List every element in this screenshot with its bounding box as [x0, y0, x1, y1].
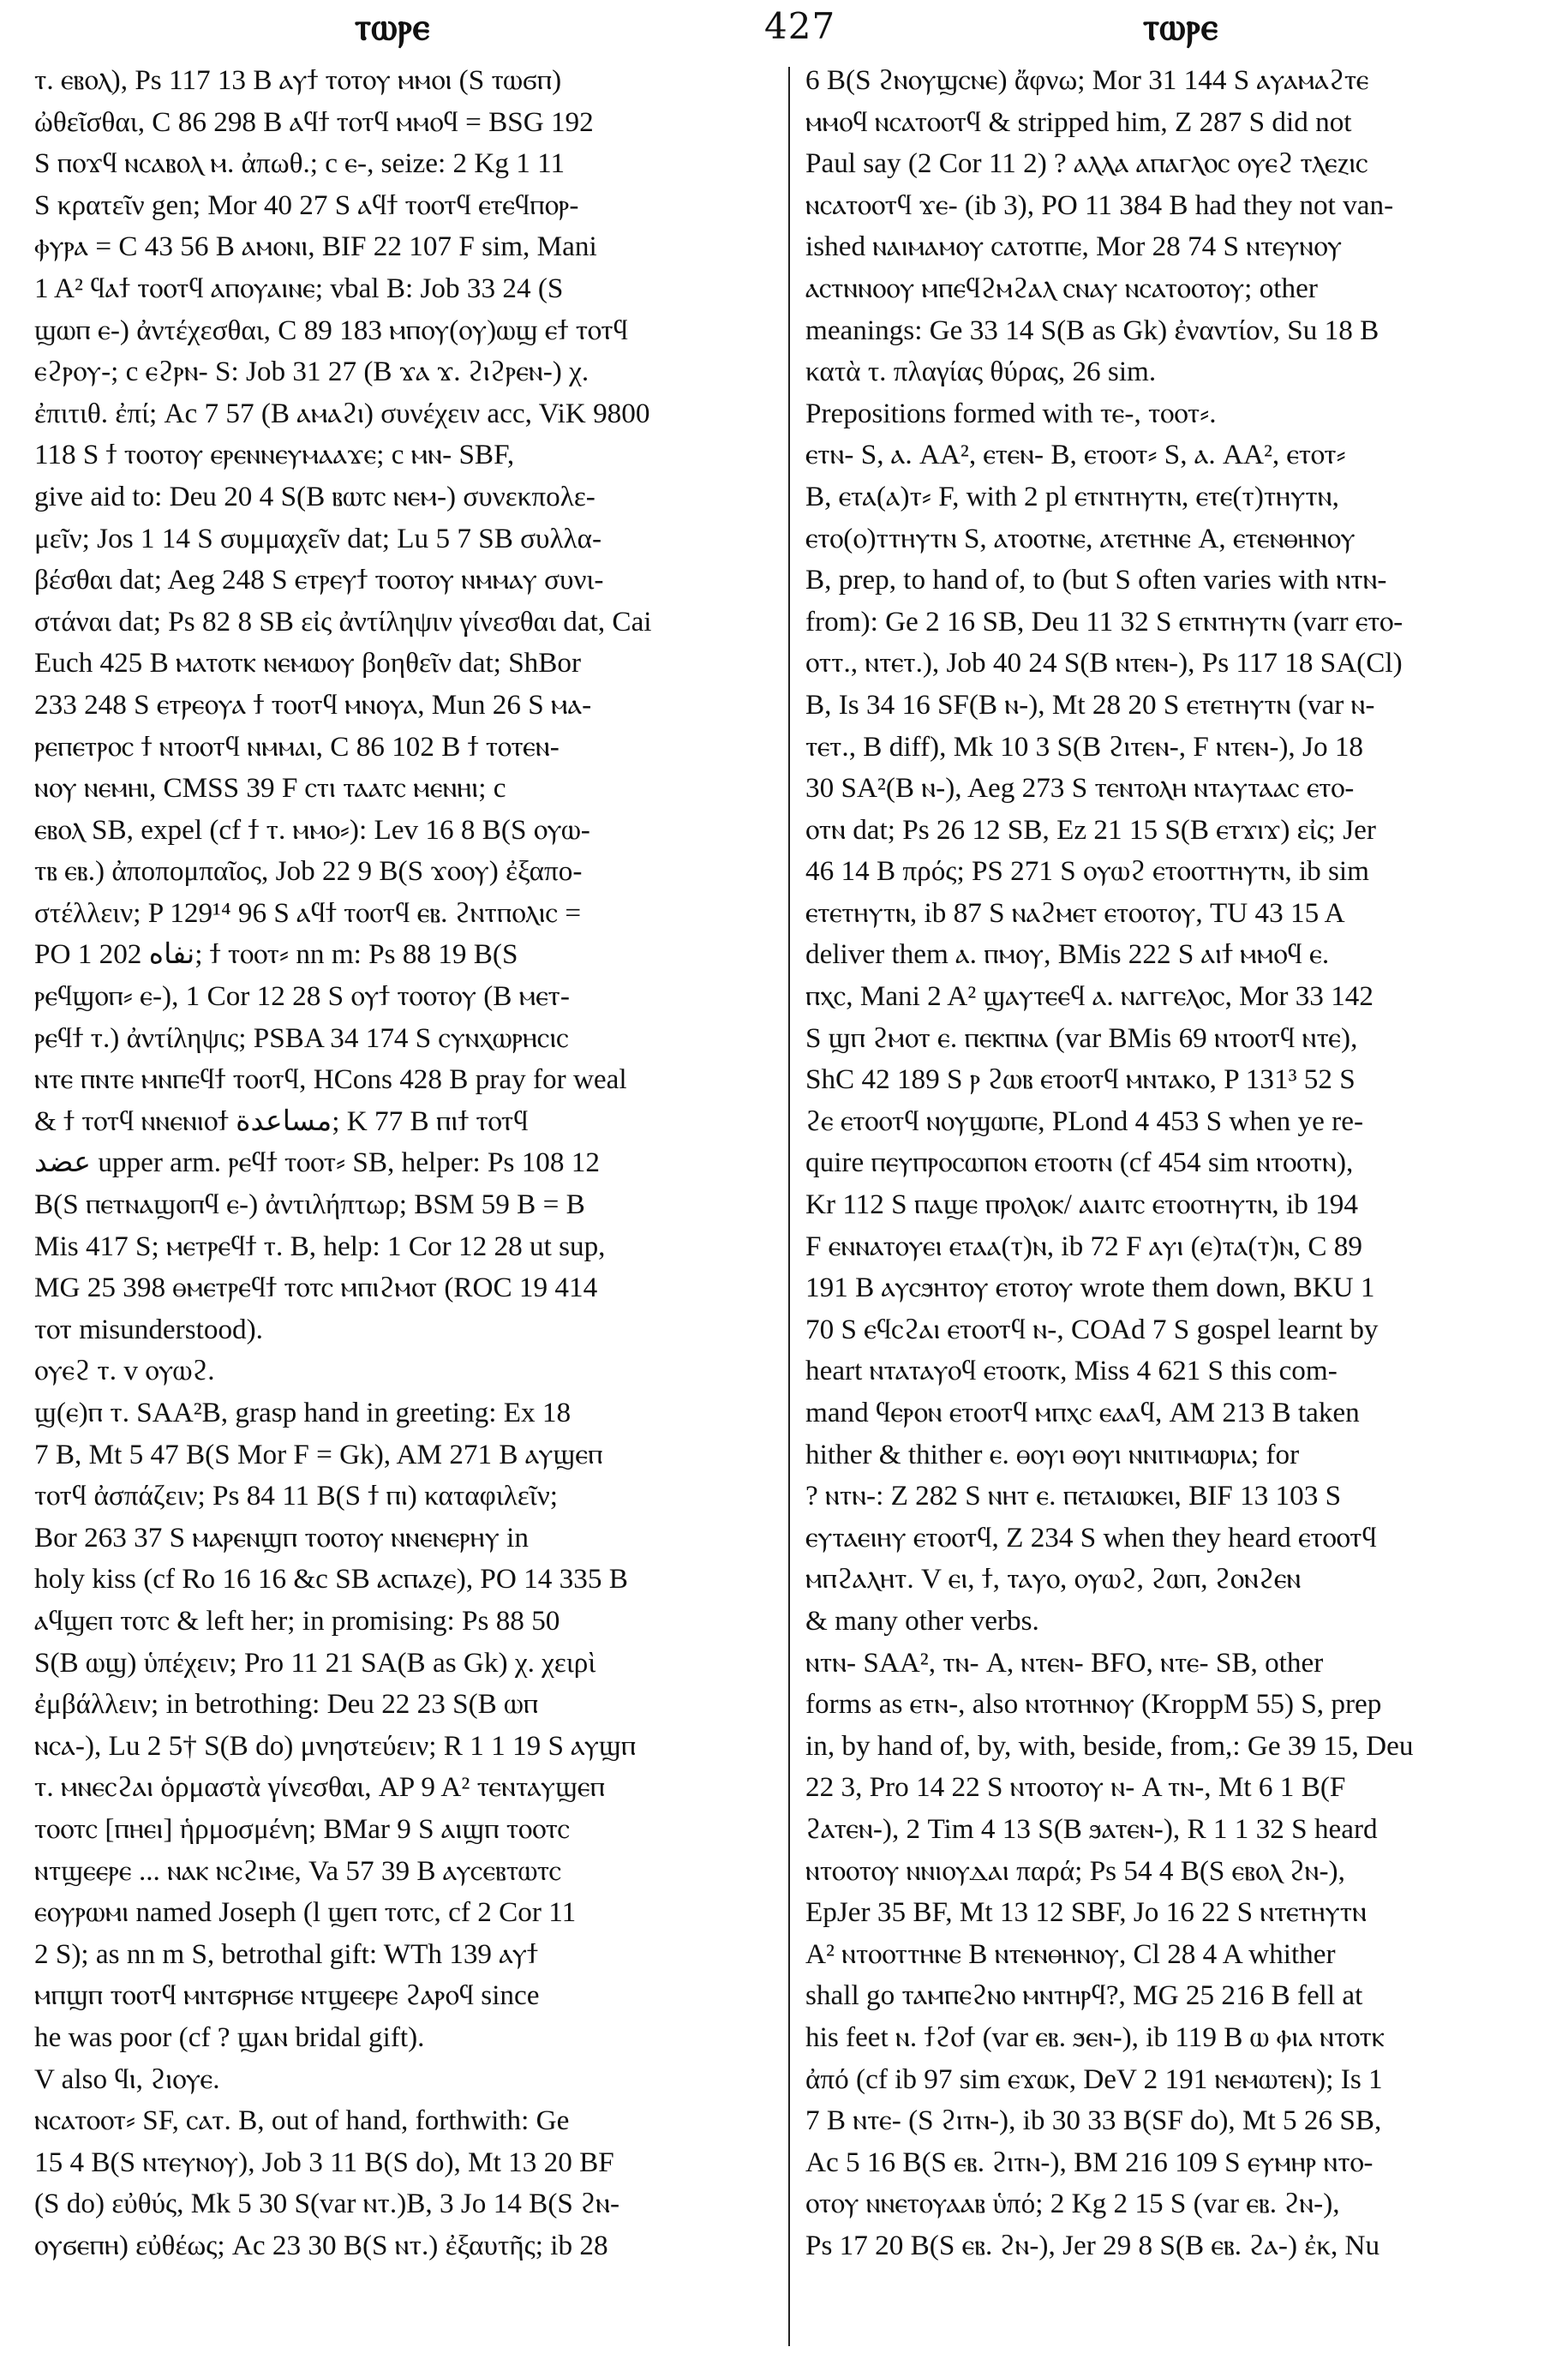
entry-line: EpJer 35 BF, Mt 13 12 SBF, Jo 16 22 S ⲛⲧⲉⲧⲏⲩⲧⲛ — [805, 1896, 1367, 1929]
entry-line: he was poor (cf ? ϣⲁⲛ bridal gift). — [34, 2021, 425, 2053]
running-head-right: ⲧⲱⲣⲉ — [1143, 5, 1219, 49]
entry-line: κατὰ τ. πλαγίας θύρας, 26 sim. — [805, 356, 1157, 388]
entry-line: ⲧ. ⲉⲃⲟⲗ), Ps 117 13 B ⲁⲩϯ ⲧⲟⲧⲟⲩ ⲙⲙⲟⲓ (S ⲧⲱϭⲡ) — [34, 64, 562, 96]
entry-line: ϩⲉ ⲉⲧⲟⲟⲧϥ ⲛⲟⲩϣⲱⲡⲉ, PLond 4 453 S when ye re- — [805, 1105, 1363, 1137]
entry-line: V also ϥⲓ, ϩⲓⲟⲩⲉ. — [34, 2063, 220, 2095]
entry-line: ϩⲁⲧⲉⲛ-), 2 Tim 4 13 S(B ϧⲁⲧⲉⲛ-), R 1 1 32 S heard — [805, 1812, 1378, 1845]
entry-line: Ac 5 16 B(S ⲉⲃ. ϩⲓⲧⲛ-), BM 216 109 S ⲉⲩⲙⲏⲣ ⲛⲧⲟ- — [805, 2146, 1373, 2178]
entry-line: 1 A² ϥⲁϯ ⲧⲟⲟⲧϥ ⲁⲡⲟⲩⲁⲓⲛⲉ; vbal B: Job 33 24 (S — [34, 272, 564, 304]
entry-line: 30 SA²(B ⲛ-), Aeg 273 S ⲧⲉⲛⲧⲟⲗⲏ ⲛⲧⲁⲩⲧⲁⲁⲥ ⲉⲧⲟ- — [805, 772, 1355, 805]
entry-line: from): Ge 2 16 SB, Deu 11 32 S ⲉⲧⲛⲧⲏⲩⲧⲛ (varr ⲉⲧⲟ- — [805, 605, 1403, 638]
entry-line: μεῖν; Jos 1 14 S συμμαχεῖν dat; Lu 5 7 SB συλλα- — [34, 522, 602, 554]
entry-line: ⲟⲩⲉϩ ⲧ. v ⲟⲩⲱϩ. — [34, 1355, 215, 1387]
entry-line: ⲉⲧⲉⲧⲏⲩⲧⲛ, ib 87 S ⲛⲁϩⲙⲉⲧ ⲉⲧⲟⲟⲧⲟⲩ, TU 43 15 A — [805, 896, 1345, 929]
entry-line: 7 B ⲛⲧⲉ- (S ϩⲓⲧⲛ-), ib 30 33 B(SF do), Mt 5 26 SB, — [805, 2105, 1382, 2137]
entry-line: 46 14 B πρός; PS 271 S ⲟⲩⲱϩ ⲉⲧⲟⲟⲧⲧⲏⲩⲧⲛ, ib sim — [805, 855, 1369, 888]
entry-line: ⲉⲩⲧⲁⲉⲓⲏⲩ ⲉⲧⲟⲟⲧϥ, Z 234 S when they heard ⲉⲧⲟⲟⲧϥ — [805, 1521, 1377, 1554]
entry-line: ⲣⲉⲡⲉⲧⲣⲟⲥ ϯ ⲛⲧⲟⲟⲧϥ ⲛⲙⲙⲁⲓ, C 86 102 B ϯ ⲧⲟⲧⲉⲛ- — [34, 730, 560, 763]
entry-line: Paul say (2 Cor 11 2) ? ⲁⲗⲗⲁ ⲁⲡⲁⲅⲗⲟⲥ ⲟⲩⲉϩ ⲧⲗⲉⲍⲓⲥ — [805, 147, 1368, 180]
entry-line: ⲣⲉϥϣⲟⲡ⸗ ⲉ-), 1 Cor 12 28 S ⲟⲩϯ ⲧⲟⲟⲧⲟⲩ (B ⲙⲉⲧ- — [34, 980, 570, 1013]
entry-line: mand ϥⲉⲣⲟⲛ ⲉⲧⲟⲟⲧϥ ⲙⲡⲭⲥ ⲉⲁⲁϥ, AM 213 B taken — [805, 1397, 1360, 1428]
entry-line: ⲁϥϣⲉⲡ ⲧⲟⲧⲥ & left her; in promising: Ps 88 50 — [34, 1604, 560, 1637]
entry-line: Kr 112 S ⲡⲁϣⲉ ⲡⲣⲟⲗⲟⲕ/ ⲁⲓⲁⲓⲧⲥ ⲉⲧⲟⲟⲧⲏⲩⲧⲛ, ib 194 — [805, 1188, 1358, 1221]
entry-line: ⲉⲃⲟⲗ SB, expel (cf ϯ ⲧ. ⲙⲙⲟ⸗): Lev 16 8 B(S ⲟⲩⲱ- — [34, 813, 590, 846]
entry-line: 7 B, Mt 5 47 B(S Mor F = Gk), AM 271 B ⲁⲩϣⲉⲡ — [34, 1438, 603, 1470]
entry-line: shall go ⲧⲁⲙⲡⲉϩⲛⲟ ⲙⲛⲧⲏⲣϥ?, MG 25 216 B fell at — [805, 1979, 1363, 2012]
entry-line: B, ⲉⲧⲁ(ⲁ)ⲧ⸗ F, with 2 pl ⲉⲧⲛⲧⲏⲩⲧⲛ, ⲉⲧⲉ(ⲧ)ⲧⲏⲩⲧⲛ, — [805, 480, 1339, 512]
entry-line: hither & thither ⲉ. ⲑⲟⲩⲓ ⲑⲟⲩⲓ ⲛⲛⲓⲧⲓⲙⲱⲣⲓⲁ; for — [805, 1438, 1300, 1470]
entry-line: ⲁⲥⲧⲛⲛⲟⲟⲩ ⲙⲡⲉϥϩⲙϩⲁⲗ ⲥⲛⲁⲩ ⲛⲥⲁⲧⲟⲟⲧⲟⲩ; other — [805, 272, 1318, 304]
entry-line: ⲡⲭⲥ, Mani 2 A² ϣⲁⲩⲧⲉⲉϥ ⲁ. ⲛⲁⲅⲅⲉⲗⲟⲥ, Mor 33 142 — [805, 980, 1373, 1013]
entry-line: 191 B ⲁⲩⲥϧⲏⲧⲟⲩ ⲉⲧⲟⲧⲟⲩ wrote them down, BKU 1 — [805, 1272, 1375, 1304]
entry-line: ἐπιτιθ. ἐπί; Ac 7 57 (B ⲁⲙⲁϩⲓ) συνέχειν acc, ViK 9800 — [34, 397, 650, 429]
entry-line: ⲛⲥⲁ-), Lu 2 5† S(B do) μνηστεύειν; R 1 1 19 S ⲁⲩϣⲡ — [34, 1729, 637, 1762]
right-column — [805, 60, 1554, 2348]
entry-line: B, Is 34 16 SF(B ⲛ-), Mt 28 20 S ⲉⲧⲉⲧⲏⲩⲧⲛ (var ⲛ- — [805, 688, 1375, 721]
entry-line: ⲣⲉϥϯ ⲧ.) ἀντίληψις; PSBA 34 174 S ⲥⲩⲛⲭⲱⲣⲏⲥⲓⲥ — [34, 1021, 569, 1054]
left-column — [34, 60, 783, 2348]
entry-line: ἀπό (cf ib 97 sim ⲉϫⲱⲕ, DeV 2 191 ⲛⲉⲙⲱⲧⲉⲛ); Is 1 — [805, 2063, 1383, 2095]
entry-line: Prepositions formed with ⲧⲉ-, ⲧⲟⲟⲧ⸗. — [805, 397, 1217, 429]
column-divider — [788, 67, 790, 2346]
entry-line: ἐμβάλλειν; in betrothing: Deu 22 23 S(B ⲱⲡ — [34, 1688, 539, 1721]
entry-line: S κρατεῖν gen; Mor 40 27 S ⲁϥϯ ⲧⲟⲟⲧϥ ⲉⲧⲉϥⲡⲟⲣ- — [34, 189, 579, 221]
entry-line: Euch 425 B ⲙⲁⲧⲟⲧⲕ ⲛⲉⲙⲱⲟⲩ βοηθεῖν dat; ShBor — [34, 647, 582, 680]
entry-line: PO 1 202 نفاه; ϯ ⲧⲟⲟⲧ⸗ nn m: Ps 88 19 B(S — [34, 938, 518, 971]
entry-line: ShC 42 189 S ⲣ ϩⲱⲃ ⲉⲧⲟⲟⲧϥ ⲙⲛⲧⲁⲕⲟ, P 131³ 52 S — [805, 1063, 1356, 1096]
entry-line: Ps 17 20 B(S ⲉⲃ. ϩⲛ-), Jer 29 8 S(B ⲉⲃ. ϩⲁ-) ἐκ, Nu — [805, 2229, 1380, 2261]
entry-line: B, prep, to hand of, to (but S often varies with ⲛⲧⲛ- — [805, 564, 1387, 596]
entry-line: ⲧⲉⲧ., B diff), Mk 10 3 S(B ϩⲓⲧⲉⲛ-, F ⲛⲧⲉⲛ-), Jo 18 — [805, 730, 1364, 763]
entry-line: ⲟⲧⲛ dat; Ps 26 12 SB, Ez 21 15 S(B ⲉⲧϫⲓϫ) εἰς; Jer — [805, 813, 1376, 846]
entry-line: Mis 417 S; ⲙⲉⲧⲣⲉϥϯ ⲧ. B, help: 1 Cor 12 28 ut sup, — [34, 1230, 606, 1262]
entry-line: ⲛⲧⲉ ⲡⲛⲧⲉ ⲙⲛⲡⲉϥϯ ⲧⲟⲟⲧϥ, HCons 428 B pray for weal — [34, 1063, 627, 1096]
entry-line: 70 S ⲉϥⲥϩⲁⲓ ⲉⲧⲟⲟⲧϥ ⲛ-, COAd 7 S gospel learnt by — [805, 1313, 1379, 1345]
entry-line: ⲛⲥⲁⲧⲟⲟⲧϥ ϫⲉ- (ib 3), PO 11 384 B had they not van- — [805, 189, 1394, 221]
entry-line: F ⲉⲛⲛⲁⲧⲟⲩⲉⲓ ⲉⲧⲁⲁ(ⲧ)ⲛ, ib 72 F ⲁⲩⲓ (ⲉ)ⲧⲁ(ⲧ)ⲛ, C 89 — [805, 1230, 1362, 1262]
entry-line: βέσθαι dat; Aeg 248 S ⲉⲧⲣⲉⲩϯ ⲧⲟⲟⲧⲟⲩ ⲛⲙⲙⲁⲩ συνι- — [34, 564, 604, 596]
entry-line: quire ⲡⲉⲩⲡⲣⲟⲥⲱⲡⲟⲛ ⲉⲧⲟⲟⲧⲛ (cf 454 sim ⲛⲧⲟⲟⲧⲛ), — [805, 1147, 1354, 1179]
entry-line: ⲉⲧⲛ- S, ⲁ. AA², ⲉⲧⲉⲛ- B, ⲉⲧⲟⲟⲧ⸗ S, ⲁ. AA², ⲉⲧⲟⲧ⸗ — [805, 439, 1346, 471]
entry-line: S(B ⲱϣ) ὑπέχειν; Pro 11 21 SA(B as Gk) χ. χειρὶ — [34, 1646, 596, 1679]
entry-line: holy kiss (cf Ro 16 16 &c SB ⲁⲥⲡⲁⲍⲉ), PO 14 335 B — [34, 1563, 628, 1596]
entry-line: 6 B(S ϩⲛⲟⲩϣⲥⲛⲉ) ἄφνω; Mor 31 144 S ⲁⲩⲁⲙⲁϩⲧⲉ — [805, 64, 1369, 96]
entry-line: give aid to: Deu 20 4 S(B ⲃⲱⲧⲥ ⲛⲉⲙ-) συνεκπολε- — [34, 480, 595, 512]
entry-line: ⲉⲟⲩⲣⲱⲙⲓ named Joseph (l ϣⲉⲡ ⲧⲟⲧⲥ, cf 2 Cor 11 — [34, 1896, 577, 1929]
entry-line: ? ⲛⲧⲛ-: Z 282 S ⲛⲏⲧ ⲉ. ⲡⲉⲧⲁⲓⲱⲕⲉⲓ, BIF 13 103 S — [805, 1480, 1342, 1512]
entry-line: ⲛⲥⲁⲧⲟⲟⲧ⸗ SF, ⲥⲁⲧ. B, out of hand, forthwith: Ge — [34, 2105, 570, 2137]
entry-line: MG 25 398 ⲑⲙⲉⲧⲣⲉϥϯ ⲧⲟⲧⲥ ⲙⲡⲓϩⲙⲟⲧ (ROC 19 414 — [34, 1272, 598, 1304]
entry-line: meanings: Ge 33 14 S(B as Gk) ἐναντίον, Su 18 B — [805, 314, 1379, 346]
entry-line: ⲛⲧⲛ- SAA², ⲧⲛ- A, ⲛⲧⲉⲛ- BFO, ⲛⲧⲉ- SB, other — [805, 1646, 1324, 1679]
entry-line: ⲟⲧⲟⲩ ⲛⲛⲉⲧⲟⲩⲁⲁⲃ ὑπό; 2 Kg 2 15 S (var ⲉⲃ. ϩⲛ-), — [805, 2188, 1340, 2220]
entry-line: ished ⲛⲁⲓⲙⲁⲙⲟⲩ ⲥⲁⲧⲟⲧⲡⲉ, Mor 28 74 S ⲛⲧⲉⲩⲛⲟⲩ — [805, 231, 1343, 263]
entry-line: ⲉϩⲣⲟⲩ-; c ⲉϩⲣⲛ- S: Job 31 27 (B ϫⲁ ϫ. ϩⲓϩⲣⲉⲛ-) χ. — [34, 356, 589, 388]
entry-line: ⲉⲧⲟ(ⲟ)ⲧⲧⲏⲩⲧⲛ S, ⲁⲧⲟⲟⲧⲛⲉ, ⲁⲧⲉⲧⲏⲛⲉ A, ⲉⲧⲉⲛⲑⲏⲛⲟⲩ — [805, 522, 1356, 554]
entry-line: ⲛⲧⲟⲟⲧⲟⲩ ⲛⲛⲓⲟⲩⲇⲁⲓ παρά; Ps 54 4 B(S ⲉⲃⲟⲗ ϩⲛ-), — [805, 1854, 1345, 1887]
entry-line: ⲟⲩϭⲉⲡⲏ) εὐθέως; Ac 23 30 B(S ⲛⲧ.) ἐξαυτῆς; ib 28 — [34, 2229, 608, 2261]
entry-line: ⲧ. ⲙⲛⲉⲥϩⲁⲓ ὁρμαστὰ γίνεσθαι, AP 9 A² ⲧⲉⲛⲧⲁⲩϣⲉⲡ — [34, 1771, 606, 1804]
entry-line: στέλλειν; P 129¹⁴ 96 S ⲁϥϯ ⲧⲟⲟⲧϥ ⲉⲃ. ϩⲛⲧⲡⲟⲗⲓⲥ = — [34, 896, 582, 929]
page-header — [29, 5, 1546, 62]
entry-line: 118 S ϯ ⲧⲟⲟⲧⲟⲩ ⲉⲣⲉⲛⲛⲉⲩⲙⲁⲁϫⲉ; c ⲙⲛ- SBF, — [34, 439, 515, 471]
entry-line: B(S ⲡⲉⲧⲛⲁϣⲟⲡϥ ⲉ-) ἀντιλήπτωρ; BSM 59 B = B — [34, 1188, 585, 1221]
entry-line: ⲧⲟⲟⲧⲥ [ⲡⲏⲉⲓ] ἡρμοσμένη; BMar 9 S ⲁⲓϣⲡ ⲧⲟⲟⲧⲥ — [34, 1812, 571, 1845]
running-head-left: ⲧⲱⲣⲉ — [355, 5, 431, 49]
entry-line: ϣⲱⲡ ⲉ-) ἀντέχεσθαι, C 89 183 ⲙⲡⲟⲩ(ⲟⲩ)ⲱϣ ⲉϯ ⲧⲟⲧϥ — [34, 314, 628, 346]
page-number: 427 — [764, 5, 836, 47]
entry-line: deliver them ⲁ. ⲡⲙⲟⲩ, BMis 222 S ⲁⲓϯ ⲙⲙⲟϥ ⲉ. — [805, 938, 1330, 971]
entry-line: ϣ(ⲉ)ⲡ ⲧ. SAA²B, grasp hand in greeting: Ex 18 — [34, 1397, 572, 1428]
entry-line: & many other verbs. — [805, 1604, 1039, 1637]
entry-line: عضد upper arm. ⲣⲉϥϯ ⲧⲟⲟⲧ⸗ SB, helper: Ps 108 12 — [34, 1147, 600, 1179]
entry-line: στάναι dat; Ps 82 8 SB εἰς ἀντίληψιν γίνεσθαι dat, Cai — [34, 605, 652, 638]
entry-line: ⲫⲩⲣⲁ = C 43 56 B ⲁⲙⲟⲛⲓ, BIF 22 107 F sim, Mani — [34, 231, 597, 263]
entry-line: ⲛⲟⲩ ⲛⲉⲙⲏⲓ, CMSS 39 F ⲥⲧⲓ ⲧⲁⲁⲧⲥ ⲙⲉⲛⲏⲓ; c — [34, 772, 506, 805]
entry-line: 15 4 B(S ⲛⲧⲉⲩⲛⲟⲩ), Job 3 11 B(S do), Mt 13 20 BF — [34, 2146, 614, 2178]
entry-line: ⲙⲙⲟϥ ⲛⲥⲁⲧⲟⲟⲧϥ & stripped him, Z 287 S did not — [805, 105, 1352, 138]
entry-line: ὠθεῖσθαι, C 86 298 B ⲁϥϯ ⲧⲟⲧϥ ⲙⲙⲟϥ = BSG 192 — [34, 105, 594, 138]
entry-line: ⲧⲃ ⲉⲃ.) ἀποπομπαῖος, Job 22 9 B(S ϫⲟⲟⲩ) ἐξαπο- — [34, 855, 583, 888]
entry-line: (S do) εὐθύς, Mk 5 30 S(var ⲛⲧ.)B, 3 Jo 14 B(S ϩⲛ- — [34, 2188, 619, 2220]
entry-line: 2 S); as nn m S, betrothal gift: WTh 139 ⲁⲩϯ — [34, 1937, 538, 1970]
entry-line: & ϯ ⲧⲟⲧϥ ⲛⲛⲉⲛⲓⲟϯ مساعدة; K 77 B ⲡⲓϯ ⲧⲟⲧϥ — [34, 1105, 529, 1137]
entry-line: Bor 263 37 S ⲙⲁⲣⲉⲛϣⲡ ⲧⲟⲟⲧⲟⲩ ⲛⲛⲉⲛⲉⲣⲏⲩ in — [34, 1521, 529, 1554]
entry-line: forms as ⲉⲧⲛ-, also ⲛⲧⲟⲧⲏⲛⲟⲩ (KroppM 55) S, prep — [805, 1688, 1382, 1721]
entry-line: ⲧⲟⲧϥ ἀσπάζειν; Ps 84 11 B(S ϯ ⲡⲓ) καταφιλεῖν; — [34, 1480, 558, 1512]
entry-line: A² ⲛⲧⲟⲟⲧⲧⲏⲛⲉ B ⲛⲧⲉⲛⲑⲏⲛⲟⲩ, Cl 28 4 A whither — [805, 1937, 1336, 1970]
entry-line: 233 248 S ⲉⲧⲣⲉⲟⲩⲁ ϯ ⲧⲟⲟⲧϥ ⲙⲛⲟⲩⲁ, Mun 26 S ⲙⲁ- — [34, 688, 592, 721]
entry-line: ⲧⲟⲧ misunderstood). — [34, 1313, 263, 1345]
entry-line: ⲙⲡϣⲡ ⲧⲟⲟⲧϥ ⲙⲛⲧϭⲣⲏϭⲉ ⲛⲧϣⲉⲉⲣⲉ ϩⲁⲣⲟϥ since — [34, 1979, 540, 2012]
entry-line: ⲛⲧϣⲉⲉⲣⲉ ... ⲛⲁⲕ ⲛⲥϩⲓⲙⲉ, Va 57 39 B ⲁⲩⲥⲉⲃⲧⲱⲧⲥ — [34, 1854, 562, 1887]
entry-line: in, by hand of, by, with, beside, from,: Ge 39 15, Deu — [805, 1729, 1414, 1762]
entry-line: 22 3, Pro 14 22 S ⲛⲧⲟⲟⲧⲟⲩ ⲛ- A ⲧⲛ-, Mt 6 1 B(F — [805, 1771, 1346, 1804]
entry-line: heart ⲛⲧⲁⲧⲁⲩⲟϥ ⲉⲧⲟⲟⲧⲕ, Miss 4 621 S this com- — [805, 1355, 1338, 1387]
entry-line: S ⲡⲟϫϥ ⲛⲥⲁⲃⲟⲗ ⲙ. ἀπωθ.; c ⲉ-, seize: 2 Kg 1 11 — [34, 147, 566, 180]
entry-line: his feet ⲛ. ϯϩⲟϯ (var ⲉⲃ. ϧⲉⲛ-), ib 119 B ⲱ ⲫⲓⲁ ⲛⲧⲟⲧⲕ — [805, 2021, 1385, 2053]
entry-line: ⲟⲧⲧ., ⲛⲧⲉⲧ.), Job 40 24 S(B ⲛⲧⲉⲛ-), Ps 117 18 SA(Cl) — [805, 647, 1403, 680]
entry-line: ⲙⲡϩⲁⲗⲏⲧ. V ⲉⲓ, ϯ, ⲧⲁⲩⲟ, ⲟⲩⲱϩ, ϩⲱⲡ, ϩⲟⲛϩⲉⲛ — [805, 1563, 1302, 1596]
entry-line: S ϣⲡ ϩⲙⲟⲧ ⲉ. ⲡⲉⲕⲡⲛⲁ (var BMis 69 ⲛⲧⲟⲟⲧϥ ⲛⲧⲉ), — [805, 1021, 1358, 1054]
